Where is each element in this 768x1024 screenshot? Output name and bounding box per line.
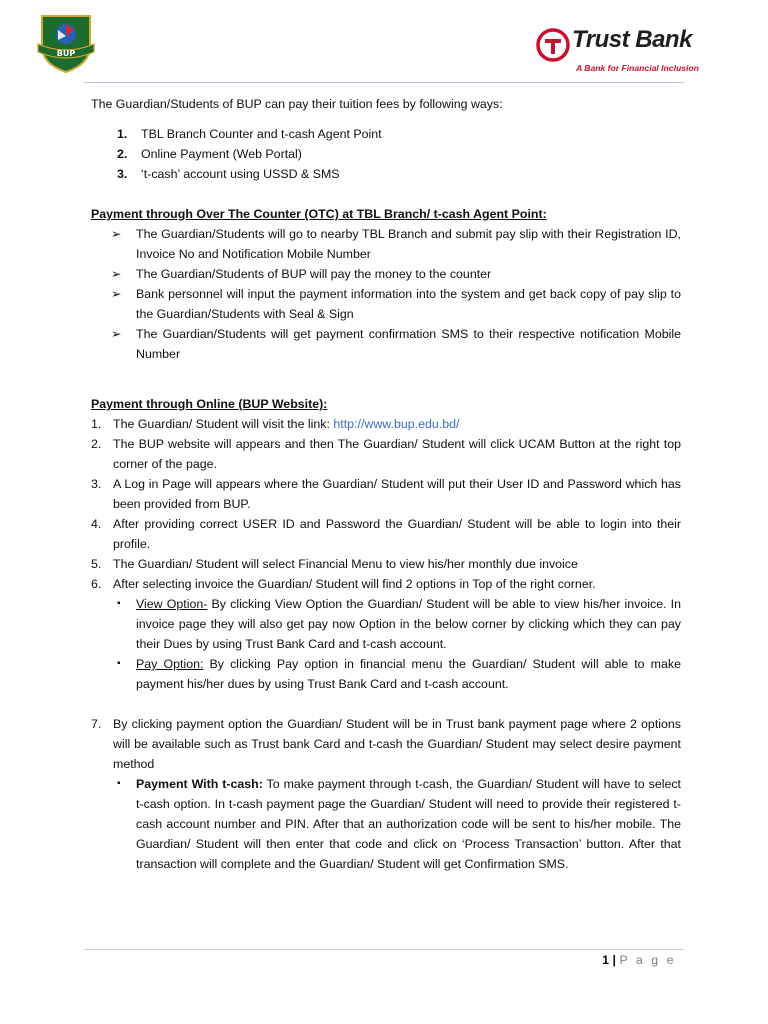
list-item: ➢ The Guardian/Students will get payment confirmation SMS to their respective notification Mobile Number <box>111 324 681 364</box>
arrow-bullet-icon: ➢ <box>111 267 122 281</box>
square-bullet-icon: ▪ <box>117 778 121 789</box>
arrow-bullet-icon: ➢ <box>111 287 122 301</box>
otc-heading: Payment through Over The Counter (OTC) at TBL Branch/ t-cash Agent Point: <box>91 207 547 221</box>
option-sublist <box>91 594 681 694</box>
list-item: 3. A Log in Page will appears where the Guardian/ Student will put their User ID and Password which has been provided from BUP. <box>91 477 681 511</box>
view-option-label: View Option- <box>136 597 208 611</box>
header-divider <box>84 82 684 83</box>
square-bullet-icon: ▪ <box>117 658 121 669</box>
otc-list <box>91 224 681 364</box>
footer-divider <box>84 949 684 950</box>
list-item: ▪ View Option- By clicking View Option the Guardian/ Student will be able to view his/her invoice. In invoice page they will also get pay now Option in the below corner by clicking which they can pay their Dues by using Trust Bank Card and t-cash account. <box>117 594 681 654</box>
page-separator: | <box>612 953 616 967</box>
intro-text: The Guardian/Students of BUP can pay their tuition fees by following ways: <box>91 97 503 111</box>
list-item: 1. TBL Branch Counter and t-cash Agent Point <box>117 127 382 141</box>
online-steps-list <box>91 414 681 874</box>
tcash-sublist <box>91 774 681 874</box>
list-item: ➢ The Guardian/Students will go to nearby TBL Branch and submit pay slip with their Registration ID, Invoice No and Notification Mobile Number <box>111 224 681 264</box>
list-item: ▪ Payment With t-cash: To make payment through t-cash, the Guardian/ Student will have to select t-cash option. In t-cash payment page the Guardian/ Student will need to provide their registered t-cash account number and PIN. After that an authorization code will be sent to his/her mobile. The Guardian/ Student will then enter that code and click on ‘Process Transaction’ button. After that transaction will complete and the Guardian/ Student will get Confirmation SMS. <box>117 774 681 874</box>
arrow-bullet-icon: ➢ <box>111 227 122 241</box>
square-bullet-icon: ▪ <box>117 598 121 609</box>
list-item: ➢ Bank personnel will input the payment information into the system and get back copy of pay slip to the Guardian/Students with Seal & Sign <box>111 284 681 324</box>
pay-option-label: Pay Option: <box>136 657 204 671</box>
list-item: 6. After selecting invoice the Guardian/ Student will find 2 options in Top of the right corner. <box>91 577 596 591</box>
list-item: ▪ Pay Option: By clicking Pay option in financial menu the Guardian/ Student will able to make payment his/her dues by using Trust Bank Card and t-cash account. <box>117 654 681 694</box>
list-item: 4. After providing correct USER ID and Password the Guardian/ Student will be able to login into their profile. <box>91 517 681 551</box>
list-item: 7. By clicking payment option the Guardian/ Student will be in Trust bank payment page where 2 options will be available such as Trust bank Card and t-cash the Guardian/ Student may select desire payment method <box>91 717 681 771</box>
bank-name: Trust Bank <box>572 26 692 53</box>
tcash-label: Payment With t-cash: <box>136 777 263 791</box>
payment-ways-list <box>91 124 681 184</box>
arrow-bullet-icon: ➢ <box>111 327 122 341</box>
document-body <box>91 94 681 874</box>
bup-logo <box>36 8 96 74</box>
trust-bank-emblem-icon <box>536 28 570 62</box>
page-footer <box>602 953 676 967</box>
bup-website-link[interactable]: http://www.bup.edu.bd/ <box>333 417 460 431</box>
list-item: 3. ‘t-cash’ account using USSD & SMS <box>117 167 340 181</box>
page-number: 1 <box>602 953 610 967</box>
list-item: 2. Online Payment (Web Portal) <box>117 147 302 161</box>
list-item: 2. The BUP website will appears and then The Guardian/ Student will click UCAM Button at the right top corner of the page. <box>91 437 681 471</box>
online-heading: Payment through Online (BUP Website): <box>91 397 328 411</box>
bank-tagline: A Bank for Financial Inclusion <box>576 63 699 73</box>
list-item: ➢ The Guardian/Students of BUP will pay the money to the counter <box>111 264 681 284</box>
list-item: 5. The Guardian/ Student will select Financial Menu to view his/her monthly due invoice <box>91 557 578 571</box>
list-item: 1. The Guardian/ Student will visit the link: http://www.bup.edu.bd/ <box>91 417 460 431</box>
bup-logo-text: BUP <box>56 49 76 58</box>
page-label: P a g e <box>619 953 676 967</box>
